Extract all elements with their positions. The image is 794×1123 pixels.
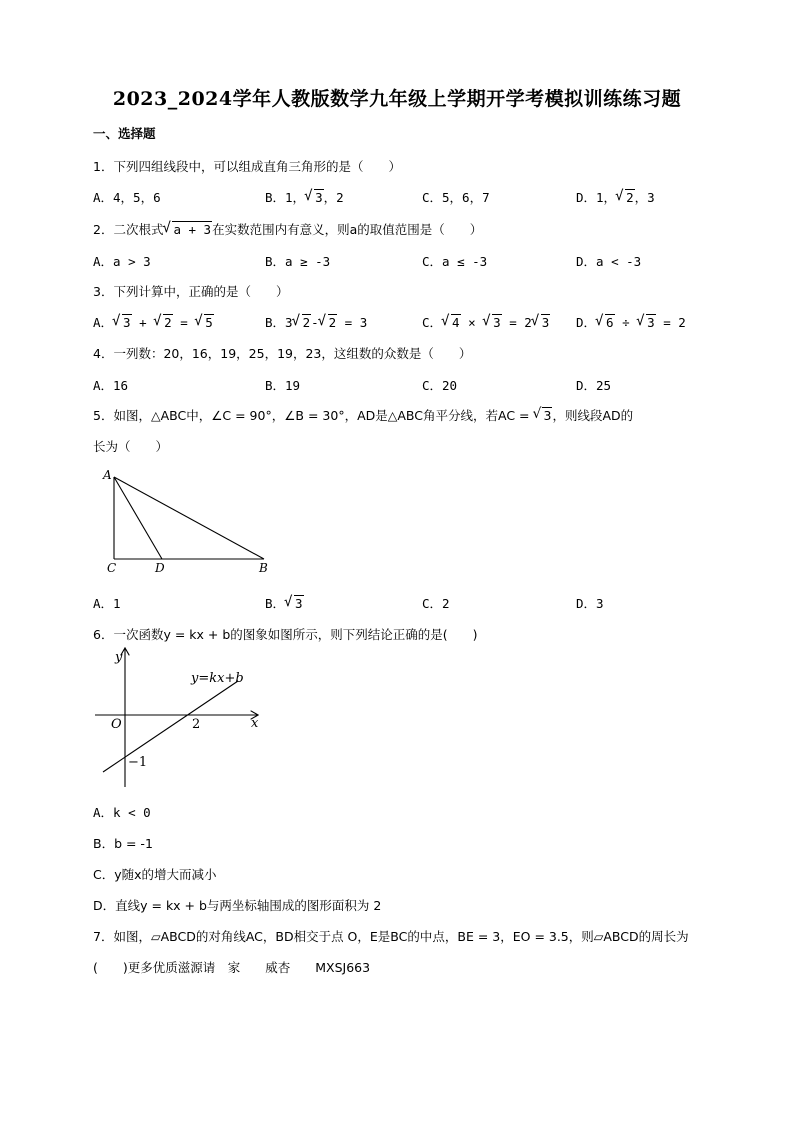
question-2-option-c: C．a ≤ -3: [422, 254, 488, 269]
question-2-stem: 2．二次根式√ a + 3在实数范围内有意义，则a的取值范围是（ ）: [93, 220, 482, 238]
vertex-label-b: B: [259, 561, 268, 575]
x-intercept-label: 2: [192, 717, 201, 732]
sqrt-symbol: √ 3: [305, 190, 324, 205]
question-2-option-b: B．a ≥ -3: [265, 254, 331, 269]
question-4-option-a: A．16: [93, 378, 129, 393]
question-6-option-d: D．直线y = kx + b与两坐标轴围成的图形面积为 2: [93, 898, 382, 913]
question-4-stem: 4．一列数：20，16，19，25，19，23，这组数的众数是（ ）: [93, 346, 472, 361]
question-3-option-a: A．√ 3 + √ 2 = √ 5: [93, 313, 214, 331]
sqrt-symbol: √ a + 3: [163, 222, 212, 237]
origin-label: O: [111, 717, 122, 732]
question-4-option-d: D．25: [576, 378, 612, 393]
question-3-stem: 3．下列计算中，正确的是（ ）: [93, 284, 289, 299]
vertex-label-a: A: [103, 468, 112, 482]
segment-ab: [114, 477, 264, 559]
question-1-option-b: B．1，√ 3，2: [265, 188, 344, 206]
question-2-option-d: D．a < -3: [576, 254, 642, 269]
question-1-option-a: A．4，5，6: [93, 190, 161, 205]
vertex-label-d: D: [155, 561, 165, 575]
question-6-option-a: A．k < 0: [93, 805, 151, 820]
question-1-option-c: C．5，6，7: [422, 190, 490, 205]
question-4-option-b: B．19: [265, 378, 301, 393]
question-2-option-a: A．a > 3: [93, 254, 151, 269]
question-5-stem-line1: 5．如图，△ABC中，∠C = 90°，∠B = 30°，AD是△ABC角平分线，若AC = √ 3，则线段AD的: [93, 406, 633, 424]
question-6-stem: 6．一次函数y = kx + b的图象如图所示，则下列结论正确的是( ): [93, 627, 478, 642]
question-3-option-c: C．√ 4 × √ 3 = 2√ 3: [422, 313, 550, 331]
linear-function-graph: [95, 645, 270, 795]
question-7-stem-line2: ( )更多优质滋源请 家 威杏 MXSJ663: [93, 960, 371, 975]
question-5-option-d: D．3: [576, 596, 604, 611]
y-intercept-label: −1: [128, 755, 148, 770]
y-axis-label: y: [115, 650, 123, 665]
question-5-stem-line2: 长为（ ）: [93, 439, 169, 454]
question-1-option-d: D．1，√ 2，3: [576, 188, 655, 206]
question-6-option-c: C．y随x的增大而减小: [93, 867, 217, 882]
segment-ad: [114, 477, 162, 559]
question-5-option-c: C．2: [422, 596, 450, 611]
section-heading: 一、选择题: [93, 126, 156, 141]
vertex-label-c: C: [107, 561, 117, 575]
question-7-stem-line1: 7．如图，▱ABCD的对角线AC，BD相交于点 O，E是BC的中点，BE = 3，EO = 3.5，则▱ABCD的周长为: [93, 929, 689, 944]
x-axis-label: x: [251, 716, 259, 731]
function-label: y=kx+b: [191, 671, 244, 686]
page-title: 2023_2024学年人教版数学九年级上学期开学考模拟训练练习题: [112, 88, 682, 110]
question-3-option-b: B．3√ 2-√ 2 = 3: [265, 313, 367, 331]
question-4-option-c: C．20: [422, 378, 458, 393]
question-1-stem: 1．下列四组线段中，可以组成直角三角形的是（ ）: [93, 159, 401, 174]
question-5-option-b: B．√ 3: [265, 594, 304, 612]
sqrt-symbol: √ 3: [533, 408, 552, 423]
function-line: [103, 681, 238, 772]
triangle-figure: [100, 465, 280, 580]
sqrt-symbol: √ 2: [616, 190, 635, 205]
question-6-option-b: B．b = -1: [93, 836, 153, 851]
question-5-option-a: A．1: [93, 596, 121, 611]
question-3-option-d: D．√ 6 ÷ √ 3 = 2: [576, 313, 686, 331]
